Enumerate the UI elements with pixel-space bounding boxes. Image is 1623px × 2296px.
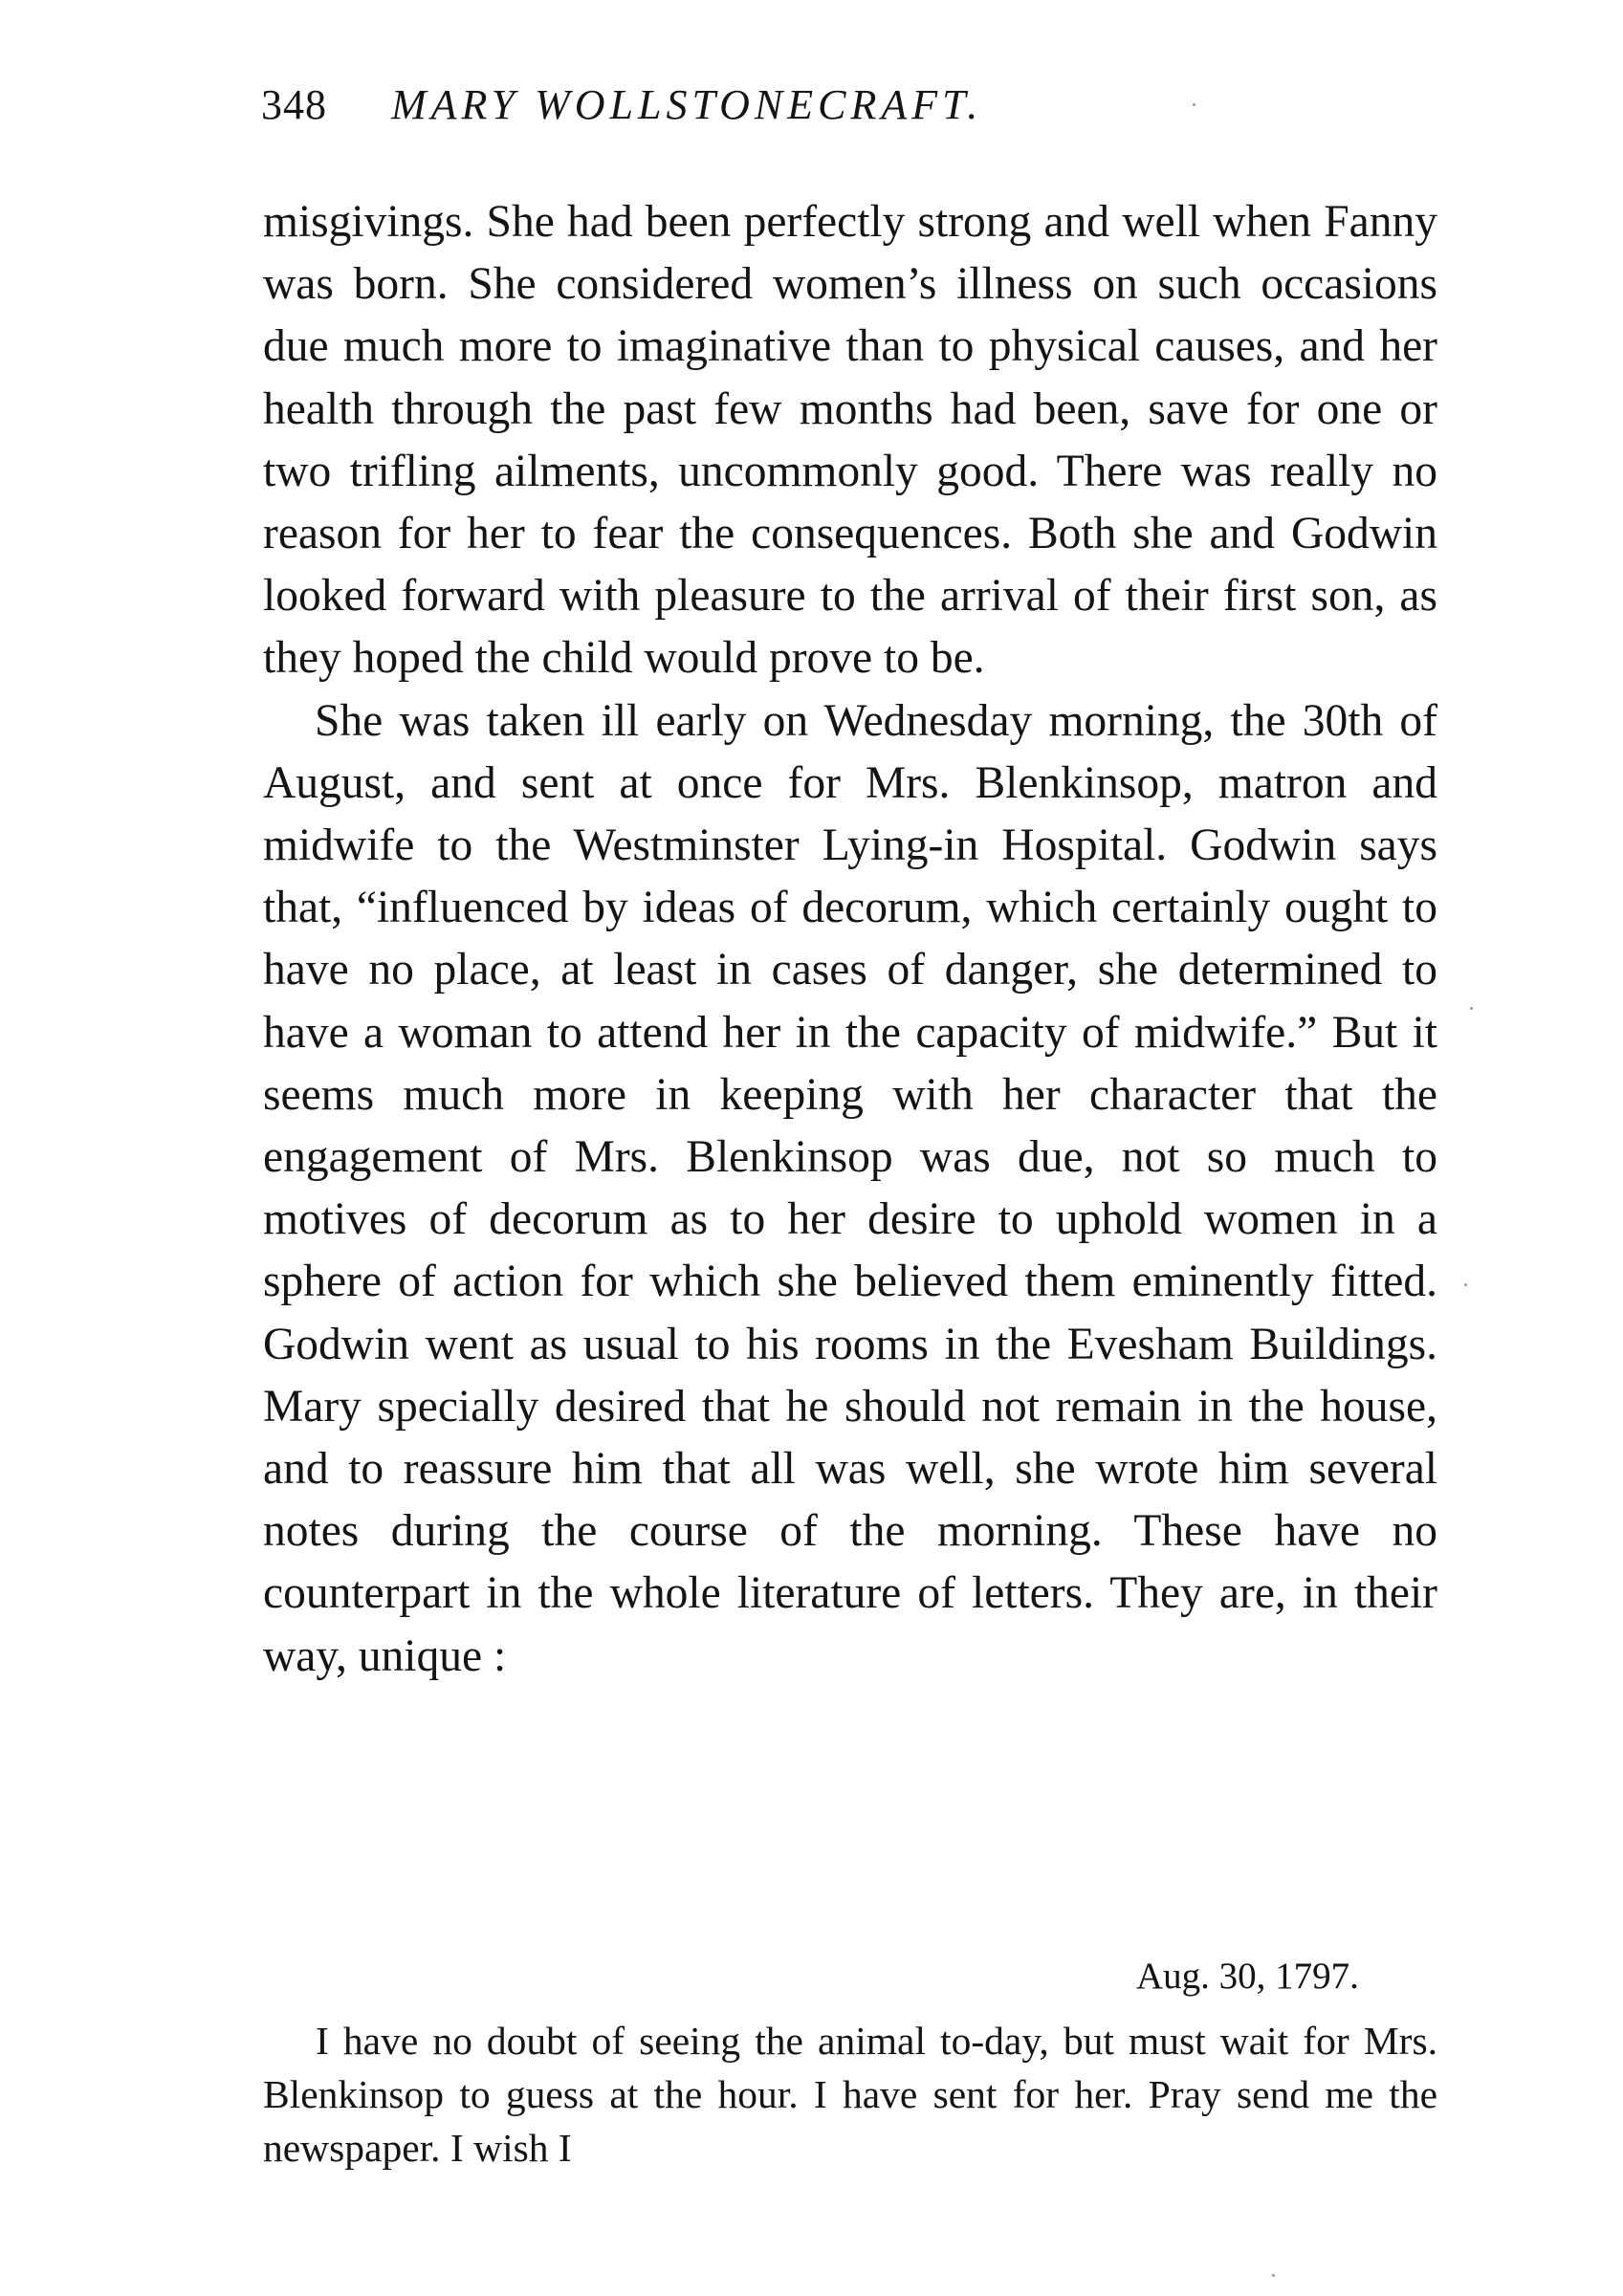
print-speck [1464, 1283, 1467, 1286]
letter-text: I have no doubt of seeing the animal to-day, but must wait for Mrs. Blenkinsop to guess at the hour. I have sent for her. Pray send me the newspaper. I wish I [263, 2019, 1437, 2170]
page-number: 348 [261, 81, 327, 128]
paragraph-continued: misgivings. She had been perfectly strong and well when Fanny was born. She considered women’s illness on such occasions due much more to imaginative than to physical causes, and her health through the past few months had been, save for one or two trifling ailments, uncommonly good. There was really no reason for her to fear the consequences. Both she and Godwin looked forward with pleasure to the arrival of their first son, as they hoped the child would prove to be. [263, 197, 1437, 684]
print-speck [1272, 2274, 1275, 2277]
body-text [263, 191, 1437, 1688]
running-title: MARY WOLLSTONECRAFT. [391, 81, 983, 128]
letter-date: Aug. 30, 1797. [1136, 1956, 1359, 1997]
print-speck [1470, 1007, 1473, 1010]
paragraph: She was taken ill early on Wednesday morning, the 30th of August, and sent at once for Mrs. Blenkinsop, matron and midwife to the Westminster Lying-in Hospital. Godwin says that, “influenced by ideas of decorum, which certainly ought to have no place, at least in cases of danger, she determined to have a woman to attend her in the capacity of midwife.” But it seems much more in keeping with her character that the engagement of Mrs. Blenkinsop was due, not so much to motives of decorum as to her desire to uphold women in a sphere of action for which she believed them eminently fitted. Godwin went as usual to his rooms in the Evesham Buildings. Mary specially desired that he should not remain in the house, and to reassure him that all was well, she wrote him several notes during the course of the morning. These have no counterpart in the whole literature of letters. They are, in their way, unique : [263, 695, 1437, 1681]
print-speck [1193, 103, 1195, 106]
running-head [261, 80, 982, 129]
letter-text-block [263, 2014, 1437, 2175]
